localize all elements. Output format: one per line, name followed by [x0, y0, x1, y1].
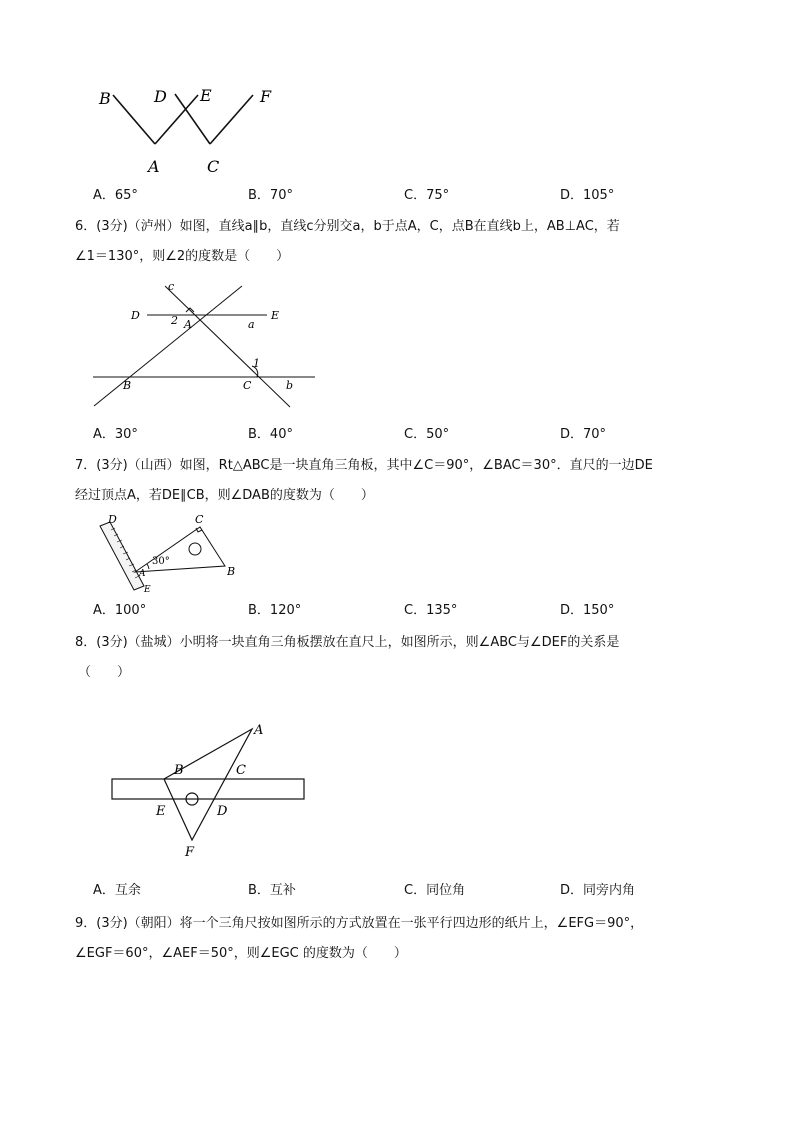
- q6-option-b: B．40°: [248, 427, 293, 442]
- q7-figure: [95, 512, 245, 600]
- q5-option-a: A．65°: [93, 188, 138, 203]
- q6-label-c: C: [243, 379, 252, 392]
- q7-stem-line1: 7．(3分)（山西）如图，Rt△ABC是一块直角三角板，其中∠C＝90°，∠BAC＝30°．直尺的一边DE: [75, 458, 653, 473]
- q6-stem-line2: ∠1＝130°，则∠2的度数是（ ）: [75, 249, 290, 264]
- q8-option-a: A．互余: [93, 883, 141, 898]
- q5-label-a: A: [148, 157, 160, 176]
- q7-label-b: B: [227, 565, 236, 578]
- q9-stem-line2: ∠EGF＝60°，∠AEF＝50°，则∠EGC 的度数为（ ）: [75, 946, 407, 961]
- q8-figure: [100, 712, 320, 862]
- q6-option-d: D．70°: [560, 427, 607, 442]
- q5-figure: [90, 82, 290, 182]
- q5-label-b: B: [99, 89, 111, 108]
- q6-label-b: B: [123, 379, 132, 392]
- q6-label-a-line: a: [248, 318, 255, 331]
- q6-option-c: C．50°: [404, 427, 450, 442]
- q7-label-angle: 30°: [152, 556, 170, 567]
- q8-label-e: E: [156, 804, 166, 819]
- q7-label-d: D: [108, 513, 117, 526]
- q7-option-b: B．120°: [248, 603, 302, 618]
- q5-option-c: C．75°: [404, 188, 450, 203]
- q7-label-a: A: [139, 569, 146, 579]
- q8-label-c: C: [236, 763, 246, 778]
- q5-label-e: E: [200, 86, 212, 105]
- q6-option-a: A．30°: [93, 427, 138, 442]
- q8-label-f: F: [185, 845, 195, 860]
- q8-label-a: A: [254, 723, 264, 738]
- q7-stem-line2: 经过顶点A，若DE∥CB，则∠DAB的度数为（ ）: [75, 488, 374, 503]
- q9-stem-line1: 9．(3分)（朝阳）将一个三角尺按如图所示的方式放置在一张平行四边形的纸片上，∠EFG＝90°，: [75, 916, 644, 931]
- q8-label-d: D: [217, 804, 228, 819]
- q5-option-b: B．70°: [248, 188, 293, 203]
- q7-label-c: C: [195, 513, 204, 526]
- q5-label-c: C: [207, 157, 220, 176]
- q7-option-a: A．100°: [93, 603, 147, 618]
- q6-label-c-line: c: [168, 280, 175, 293]
- q8-stem-line1: 8．(3分)（盐城）小明将一块直角三角板摆放在直尺上，如图所示，则∠ABC与∠DEF的关系是: [75, 635, 620, 650]
- q5-label-f: F: [260, 87, 272, 106]
- q8-label-b: B: [174, 763, 184, 778]
- q6-label-1: 1: [253, 357, 260, 370]
- q6-label-a: A: [184, 318, 192, 331]
- q8-option-c: C．同位角: [404, 883, 466, 898]
- q8-option-d: D．同旁内角: [560, 883, 636, 898]
- q6-stem-line1: 6．(3分)（泸州）如图，直线a∥b，直线c分别交a，b于点A，C，点B在直线b上，AB⊥AC，若: [75, 219, 620, 234]
- q6-label-d: D: [131, 309, 140, 322]
- q5-option-d: D．105°: [560, 188, 615, 203]
- q5-label-d: D: [154, 87, 167, 106]
- q6-figure: [90, 276, 320, 411]
- q8-stem-line2: （ ）: [78, 665, 131, 680]
- q6-label-b-line: b: [286, 379, 294, 392]
- q7-option-d: D．150°: [560, 603, 615, 618]
- q8-option-b: B．互补: [248, 883, 296, 898]
- q6-label-e: E: [271, 309, 280, 322]
- q7-option-c: C．135°: [404, 603, 458, 618]
- q6-label-2: 2: [171, 314, 178, 327]
- q7-label-e: E: [144, 585, 151, 595]
